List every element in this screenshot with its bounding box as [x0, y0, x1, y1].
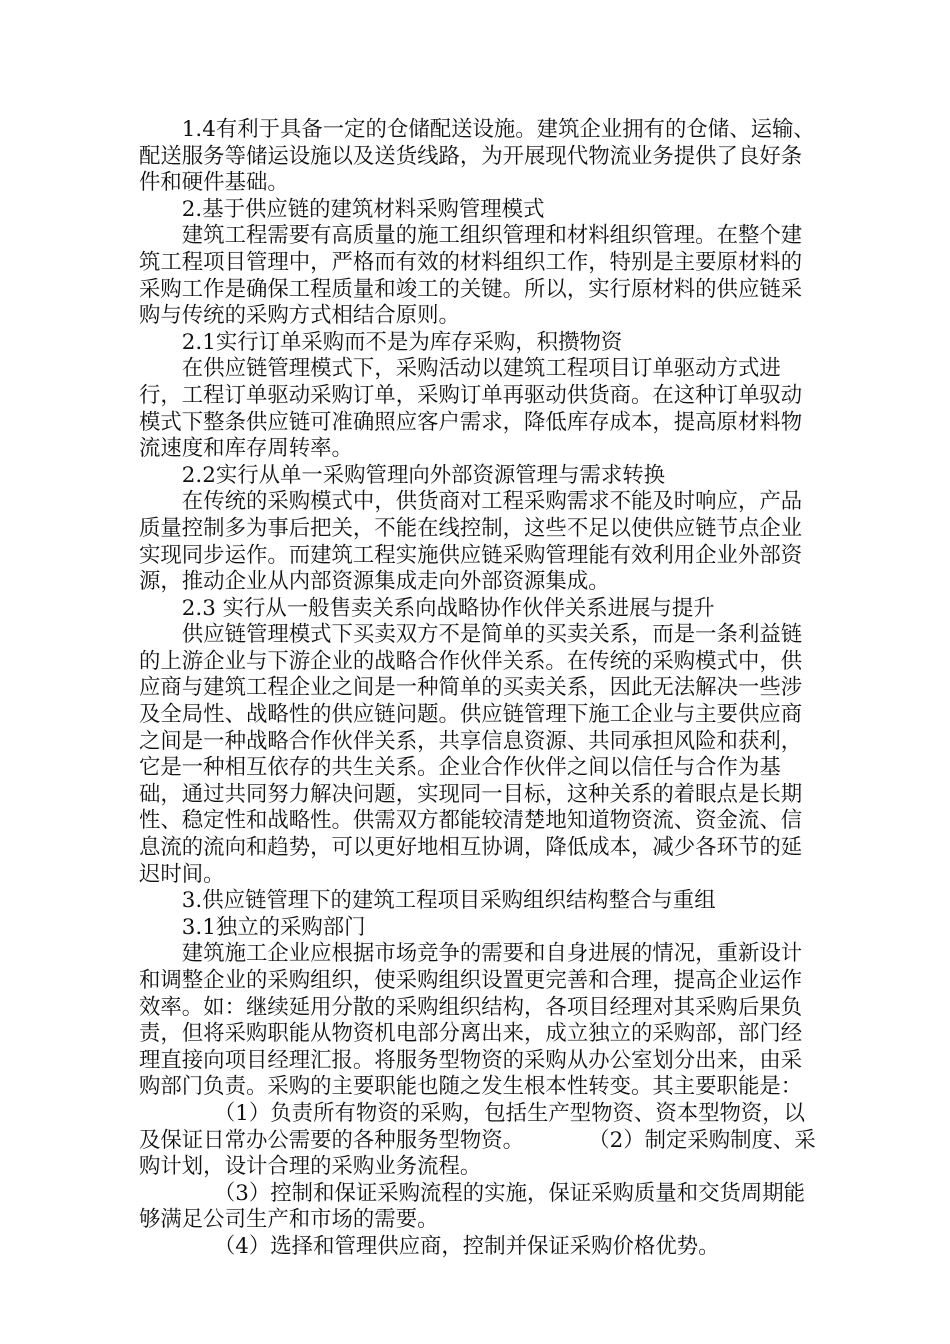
paragraph-2-2: 在传统的采购模式中，供货商对工程采购需求不能及时响应，产品质量控制多为事后把关，不能在线控制，这些不足以使供应链节点企业实现同步运作。而建筑工程实施供应链采购管理能有效利用企业外部资源，推动企业从内部资源集成走向外部资源集成。	[139, 489, 803, 595]
paragraph-3-1: 建筑施工企业应根据市场竞争的需要和自身进展的情况，重新设计和调整企业的采购组织，使采购组织设置更完善和合理，提高企业运作效率。如：继续延用分散的采购组织结构，各项目经理对其采购后果负责，但将采购职能从物资机电部分离出来，成立独立的采购部，部门经理直接向项目经理汇报。将服务型物资的采购从办公室划分出来，由采购部门负责。采购的主要职能也随之发生根本性转变。其主要职能是：	[139, 941, 803, 1100]
heading-2-1-order-procurement: 2.1实行订单采购而不是为库存采购，积攒物资	[181, 329, 623, 355]
heading-3-1-purchasing-department: 3.1独立的采购部门	[181, 914, 366, 940]
paragraph-2-1: 在供应链管理模式下，采购活动以建筑工程项目订单驱动方式进行，工程订单驱动采购订单，采购订单再驱动供货商。在这种订单驭动模式下整条供应链可准确照应客户需求，降低库存成本，提高原材料物流速度和库存周转率。	[139, 356, 803, 462]
heading-3-organization: 3.供应链管理下的建筑工程项目采购组织结构整合与重组	[181, 888, 716, 914]
paragraph-1-4-storage: 1.4有利于具备一定的仓储配送设施。建筑企业拥有的仓储、运输、配送服务等储运设施以及送货线路，为开展现代物流业务提供了良好条件和硬件基础。	[139, 117, 815, 196]
paragraph-2-intro: 建筑工程需要有高质量的施工组织管理和材料组织管理。在整个建筑工程项目管理中，严格而有效的材料组织工作，特别是主要原材料的采购工作是确保工程质量和竣工的关键。所以，实行原材料的供应链采购与传统的采购方式相结合原则。	[139, 223, 803, 329]
list-item-3: （3）控制和保证采购流程的实施，保证采购质量和交货周期能够满足公司生产和市场的需要。	[139, 1180, 806, 1233]
document-body	[139, 117, 819, 1261]
heading-2-procurement-mode: 2.基于供应链的建筑材料采购管理模式	[181, 196, 545, 222]
list-item-4: （4）选择和管理供应商，控制并保证采购价格优势。	[213, 1233, 720, 1259]
paragraph-2-3: 供应链管理模式下买卖双方不是简单的买卖关系，而是一条利益链的上游企业与下游企业的战略合作伙伴关系。在传统的采购模式中，供应商与建筑工程企业之间是一种简单的买卖关系，因此无法解决一些涉及全局性、战略性的供应链问题。供应链管理下施工企业与主要供应商之间是一种战略合作伙伴关系，共享信息资源、共同承担风险和获利，它是一种相互依存的共生关系。企业合作伙伴之间以信任与合作为基础，通过共同努力解决问题，实现同一目标，这种关系的着眼点是长期性、稳定性和战略性。供需双方都能较清楚地知道物资流、资金流、信息流的流向和趋势，可以更好地相互协调，降低成本，减少各环节的延迟时间。	[139, 622, 803, 887]
heading-2-2-external-resources: 2.2实行从单一采购管理向外部资源管理与需求转换	[181, 462, 666, 488]
list-item-1-2: （1）负责所有物资的采购，包括生产型物资、资本型物资，以及保证日常办公需要的各种服务型物资。 （2）制定采购制度、采购计划，设计合理的采购业务流程。	[139, 1100, 816, 1180]
heading-2-3-strategic-partnership: 2.3 实行从一般售卖关系向战略协作伙伴关系进展与提升	[181, 595, 715, 621]
